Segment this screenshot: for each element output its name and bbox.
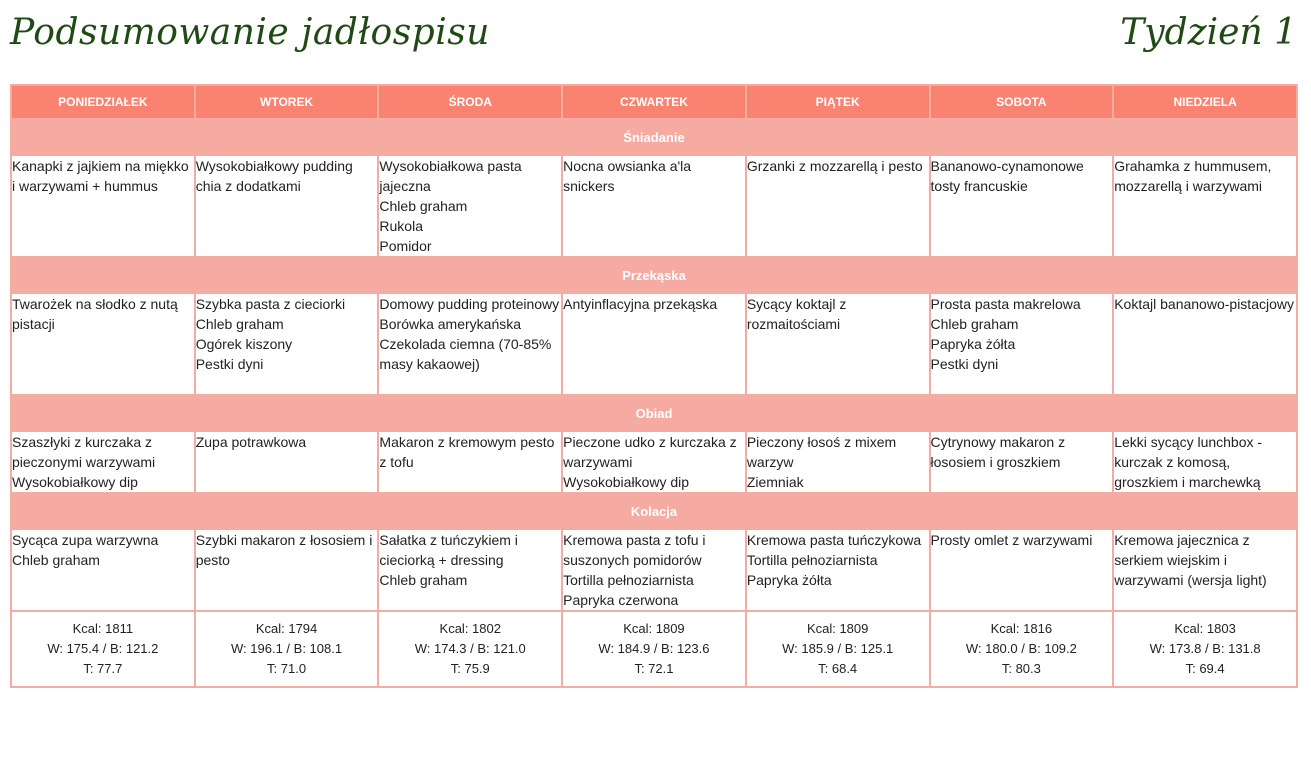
meal-item: Papryka żółta — [930, 336, 1016, 352]
meal-item: Sycący koktajl z rozmaitościami — [746, 296, 847, 332]
meal-item: Grahamka z hummusem, mozzarellą i warzywami — [1114, 158, 1272, 194]
meal-item: Rukola — [379, 218, 423, 234]
nutrition-summary-cell — [11, 611, 195, 687]
carbs-protein-value: W: 175.4 / B: 121.2 — [47, 641, 159, 656]
meal-item: Chleb graham — [379, 198, 468, 214]
fat-value: T: 72.1 — [634, 661, 674, 676]
fat-value: T: 75.9 — [450, 661, 490, 676]
meal-item: Koktajl bananowo-pistacjowy — [1114, 296, 1294, 312]
meal-cell — [1113, 293, 1297, 395]
meal-cell — [562, 293, 746, 395]
carbs-protein-value: W: 173.8 / B: 131.8 — [1149, 641, 1261, 656]
meal-item: Kremowa jajecznica z serkiem wiejskim i warzywami (wersja light) — [1114, 532, 1267, 588]
meal-cell — [378, 431, 562, 493]
nutrition-summary-cell — [746, 611, 930, 687]
kcal-value: Kcal: 1803 — [1174, 621, 1236, 636]
meal-cell — [1113, 529, 1297, 611]
meal-plan-table — [10, 84, 1298, 688]
day-header-monday: PONIEDZIAŁEK — [11, 85, 195, 119]
nutrition-summary-cell — [1113, 611, 1297, 687]
meal-item: Domowy pudding proteinowy — [379, 296, 560, 312]
meal-cell — [930, 293, 1114, 395]
day-header-thursday: CZWARTEK — [562, 85, 746, 119]
meal-item: Wysokobiałkowa pasta jajeczna — [379, 158, 522, 194]
meal-item: Antyinflacyjna przekąska — [563, 296, 718, 312]
kcal-value: Kcal: 1809 — [806, 621, 869, 636]
day-header-saturday: SOBOTA — [930, 85, 1114, 119]
fat-value: T: 80.3 — [1001, 661, 1041, 676]
meal-cell — [930, 431, 1114, 493]
page-title: Podsumowanie jadłospisu — [10, 12, 490, 53]
meal-cell — [195, 431, 379, 493]
meal-cell — [562, 155, 746, 257]
meal-cell — [11, 155, 195, 257]
carbs-protein-value: W: 180.0 / B: 109.2 — [965, 641, 1077, 656]
meal-row-ob — [11, 431, 1297, 493]
meal-cell — [195, 529, 379, 611]
nutrition-summary-cell — [378, 611, 562, 687]
meal-cell — [378, 529, 562, 611]
meal-item: Szybki makaron z łososiem i pesto — [195, 532, 373, 568]
meal-item: Pestki dyni — [930, 356, 999, 372]
section-header-row — [11, 395, 1297, 431]
meal-row-ko — [11, 529, 1297, 611]
meal-item: Borówka amerykańska — [379, 316, 522, 332]
meal-item: Papryka czerwona — [563, 592, 679, 608]
meal-cell — [1113, 155, 1297, 257]
day-header-tuesday: WTOREK — [195, 85, 379, 119]
fat-value: T: 68.4 — [818, 661, 858, 676]
meal-item: Chleb graham — [379, 572, 468, 588]
meal-cell — [11, 431, 195, 493]
meal-row-sn — [11, 155, 1297, 257]
meal-item: Twarożek na słodko z nutą pistacji — [12, 296, 178, 332]
meal-item: Ziemniak — [746, 474, 804, 490]
meal-item: Prosty omlet z warzywami — [930, 532, 1093, 548]
meal-cell — [562, 529, 746, 611]
meal-cell — [195, 155, 379, 257]
meal-cell — [562, 431, 746, 493]
meal-item: Pieczone udko z kurczaka z warzywami — [563, 434, 737, 470]
section-header-row — [11, 257, 1297, 293]
kcal-value: Kcal: 1809 — [623, 621, 685, 636]
day-header-wednesday: ŚRODA — [378, 85, 562, 119]
day-header-friday: PIĄTEK — [746, 85, 930, 119]
meal-item: Tortilla pełnoziarnista — [746, 552, 878, 568]
meal-cell — [930, 529, 1114, 611]
meal-cell — [746, 529, 930, 611]
meal-cell — [746, 293, 930, 395]
meal-item: Pestki dyni — [195, 356, 264, 372]
meal-cell — [930, 155, 1114, 257]
meal-item: Kremowa pasta z tofu i suszonych pomidorów — [563, 532, 706, 568]
meal-item: Sałatka z tuńczykiem i cieciorką + dressing — [379, 532, 518, 568]
meal-item: Kremowa pasta tuńczykowa — [746, 532, 922, 548]
meal-item: Lekki sycący lunchbox - kurczak z komosą, groszkiem i marchewką — [1114, 434, 1263, 490]
meal-cell — [746, 155, 930, 257]
meal-item: Cytrynowy makaron z łososiem i groszkiem — [930, 434, 1066, 470]
day-header-row — [11, 85, 1297, 119]
meal-item: Wysokobiałkowy pudding chia z dodatkami — [195, 158, 353, 194]
meal-item: Chleb graham — [930, 316, 1019, 332]
kcal-value: Kcal: 1802 — [439, 621, 501, 636]
section-title-ob: Obiad — [11, 395, 1297, 431]
nutrition-summary-cell — [930, 611, 1114, 687]
meal-item: Wysokobiałkowy dip — [563, 474, 690, 490]
section-header-row — [11, 493, 1297, 529]
carbs-protein-value: W: 185.9 / B: 125.1 — [782, 641, 894, 656]
meal-item: Chleb graham — [12, 552, 100, 568]
meal-item: Pieczony łosoś z mixem warzyw — [746, 434, 897, 470]
meal-item: Tortilla pełnoziarnista — [563, 572, 694, 588]
meal-item: Bananowo-cynamonowe tosty francuskie — [930, 158, 1084, 194]
meal-item: Czekolada ciemna (70-85% masy kakaowej) — [379, 336, 552, 372]
kcal-value: Kcal: 1811 — [72, 621, 134, 636]
meal-row-pr — [11, 293, 1297, 395]
meal-cell — [11, 293, 195, 395]
section-title-pr: Przekąska — [11, 257, 1297, 293]
nutrition-summary-cell — [195, 611, 379, 687]
carbs-protein-value: W: 174.3 / B: 121.0 — [414, 641, 526, 656]
carbs-protein-value: W: 196.1 / B: 108.1 — [231, 641, 343, 656]
meal-item: Makaron z kremowym pesto z tofu — [379, 434, 555, 470]
meal-item: Prosta pasta makrelowa — [930, 296, 1081, 312]
meal-cell — [1113, 431, 1297, 493]
kcal-value: Kcal: 1816 — [990, 621, 1053, 636]
meal-item: Chleb graham — [195, 316, 284, 332]
meal-item: Sycąca zupa warzywna — [12, 532, 159, 548]
nutrition-summary-row — [11, 611, 1297, 687]
day-header-sunday: NIEDZIELA — [1113, 85, 1297, 119]
section-header-row — [11, 119, 1297, 155]
meal-cell — [378, 293, 562, 395]
meal-item: Ogórek kiszony — [195, 336, 293, 352]
meal-cell — [195, 293, 379, 395]
meal-item: Pomidor — [379, 238, 432, 254]
section-title-sn: Śniadanie — [11, 119, 1297, 155]
meal-cell — [11, 529, 195, 611]
meal-item: Kanapki z jajkiem na miękko i warzywami + hummus — [12, 158, 189, 194]
kcal-value: Kcal: 1794 — [255, 621, 318, 636]
meal-plan-body — [11, 119, 1297, 611]
nutrition-summary-cell — [562, 611, 746, 687]
meal-item: Papryka żółta — [746, 572, 832, 588]
meal-item: Wysokobiałkowy dip — [12, 474, 138, 490]
fat-value: T: 71.0 — [267, 661, 307, 676]
meal-item: Zupa potrawkowa — [195, 434, 307, 450]
meal-item: Szaszłyki z kurczaka z pieczonymi warzywami — [12, 434, 156, 470]
meal-cell — [746, 431, 930, 493]
meal-item: Nocna owsianka a'la snickers — [563, 158, 692, 194]
meal-item: Szybka pasta z cieciorki — [195, 296, 346, 312]
meal-item: Grzanki z mozzarellą i pesto — [746, 158, 923, 174]
fat-value: T: 69.4 — [1185, 661, 1225, 676]
meal-cell — [378, 155, 562, 257]
week-label: Tydzień 1 — [1120, 12, 1297, 53]
section-title-ko: Kolacja — [11, 493, 1297, 529]
carbs-protein-value: W: 184.9 / B: 123.6 — [598, 641, 710, 656]
fat-value: T: 77.7 — [83, 661, 123, 676]
